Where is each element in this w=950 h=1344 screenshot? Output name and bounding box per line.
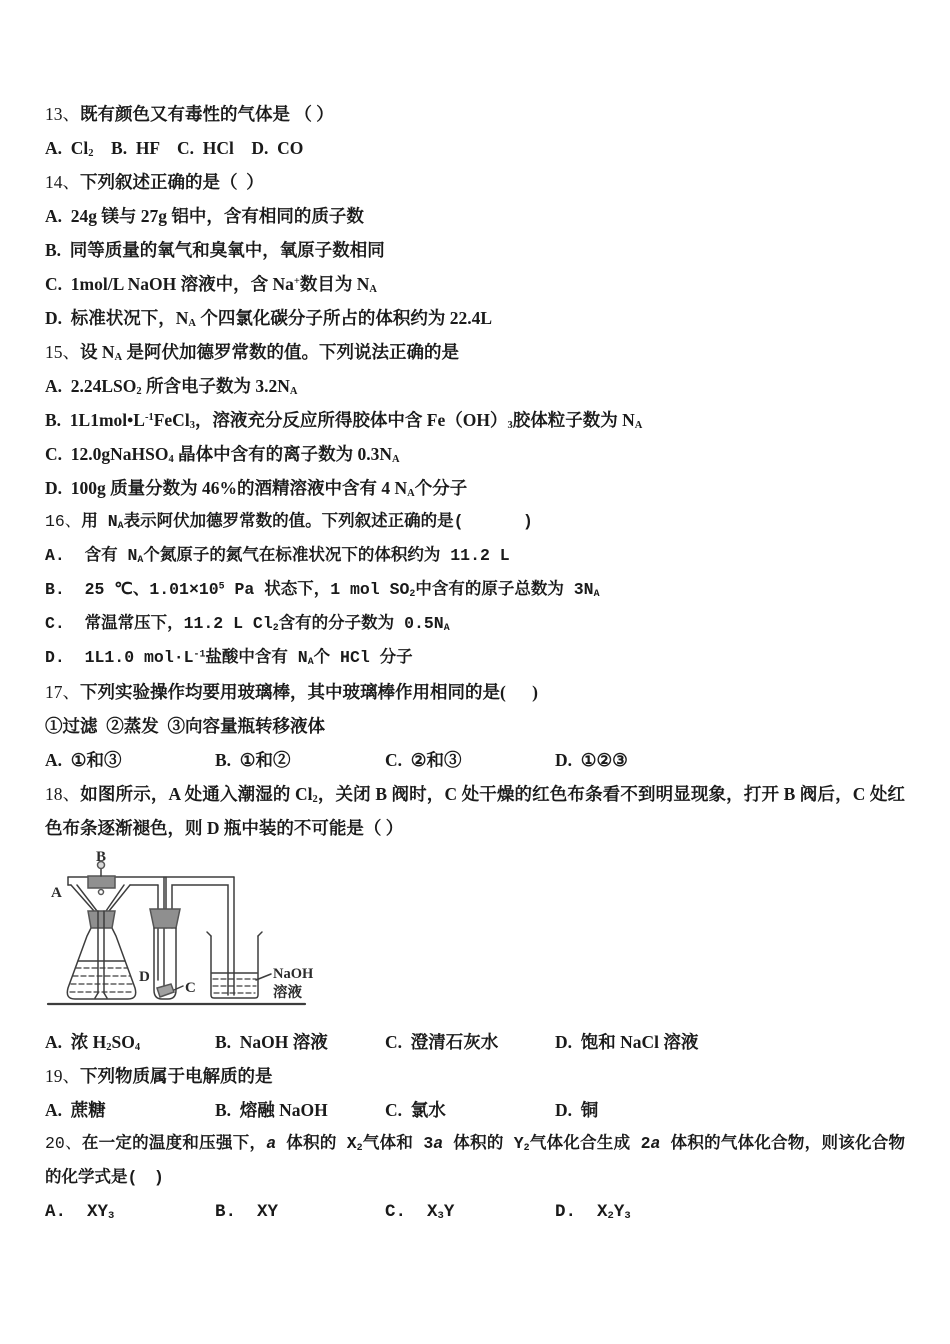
q19-option-a: A. 蔗糖 — [45, 1100, 106, 1120]
flask-liquid — [70, 968, 133, 992]
diagram-label-c: C — [185, 980, 196, 996]
q15-option-a: A. $2.24LSO_2$ 所含电子数为 $3.2N_A$ — [45, 376, 298, 397]
q15-option-d: D. 100g 质量分数为 46%的酒精溶液中含有 4 $N_A$个分子 — [45, 478, 468, 499]
q19-options-row — [45, 1093, 905, 1127]
q14-option-c: C. 1mol/L NaOH 溶液中，含 Na+数目为 $N_A$ — [45, 274, 377, 295]
q15-stem: 15、设 $N_A$ 是阿伏加德罗常数的值。下列说法正确的是 — [45, 342, 459, 363]
flask-stopper — [88, 911, 115, 928]
q14-option-a: A. 24g 镁与 27g 铝中，含有相同的质子数 — [45, 206, 364, 226]
flask-outline — [67, 928, 135, 999]
q18-option-c: C. 澄清石灰水 — [385, 1032, 499, 1052]
diagram-label-b: B — [96, 849, 107, 865]
q17-option-d: D. ①②③ — [555, 750, 628, 770]
testtube-stopper — [150, 909, 180, 928]
q18-options-row — [45, 1025, 905, 1059]
q16-stem: 16、用 $N_A$表示阿伏加德罗常数的值。下列叙述正确的是( ) — [45, 512, 533, 531]
q16-option-c: C. 常温常压下，11.2 L $Cl_2$含有的分子数为 $0.5N_A$ — [45, 614, 450, 633]
q13-stem: 13、既有颜色又有毒性的气体是 （ ） — [45, 104, 334, 124]
q18-option-a: A. 浓 $H_2SO_4$ — [45, 1032, 141, 1053]
q20-option-c: C. $X_3Y$ — [385, 1202, 455, 1222]
q20-option-b: B. XY — [215, 1202, 279, 1222]
q17-option-c: C. ②和③ — [385, 750, 462, 770]
q17-option-a: A. ①和③ — [45, 750, 122, 770]
q17-options-row — [45, 743, 905, 777]
q19-option-b: B. 熔融 NaOH — [215, 1100, 328, 1120]
q20-option-d: D. $X_2Y_3$ — [555, 1202, 631, 1222]
q17-stem: 17、下列实验操作均要用玻璃棒，其中玻璃棒作用相同的是( ) — [45, 682, 538, 702]
q15-option-c: C. 12.0gNaHSO$_4$ 晶体中含有的离子数为 $0.3N_A$ — [45, 444, 400, 465]
q14-option-b: B. 同等质量的氧气和臭氧中，氧原子数相同 — [45, 240, 385, 260]
q20-stem: 20、在一定的温度和压强下，a 体积的 $X_2$气体和 3a 体积的 $Y_2$气体化合生成 2a 体积的气体化合物，则该化合物的化学式是( ) — [45, 1134, 905, 1187]
q19-option-c: C. 氯水 — [385, 1100, 446, 1120]
q20-options-row — [45, 1195, 905, 1229]
q15-option-b: B. $1L1mol•L^{-1}FeCl_3$，溶液充分反应所得胶体中含 $Fe(OH)_3$胶体粒子数为 $N_A$ — [45, 410, 643, 431]
q14-option-d: D. 标准状况下，$N_A$ 个四氯化碳分子所占的体积约为 22.4L — [45, 308, 493, 329]
q19-stem: 19、下列物质属于电解质的是 — [45, 1066, 273, 1086]
q20-option-a: A. $XY_3$ — [45, 1202, 115, 1222]
q17-option-b: B. ①和② — [215, 750, 291, 770]
cloth-strip — [157, 984, 174, 997]
q18-apparatus-diagram — [43, 849, 383, 1011]
diagram-label-rongye: 溶液 — [273, 985, 302, 1001]
q18-stem: 18、如图所示，A 处通入潮湿的 $Cl_2$，关闭 B 阀时，C 处干燥的红色布条看不到明显现象，打开 B 阀后，C 处红色布条逐渐褪色，则 D 瓶中装的不可能是（ ） — [45, 784, 906, 838]
q16-option-d: D. 1L1.0 $mol\cdot L^{-1}$盐酸中含有 $N_A$个 HCl 分子 — [45, 648, 413, 667]
diagram-label-d: D — [139, 969, 150, 985]
q18-option-b: B. NaOH 溶液 — [215, 1032, 328, 1052]
q13-options-line: A. $Cl_2$ B. HF C. HCl D. CO — [45, 138, 304, 159]
q19-option-d: D. 铜 — [555, 1100, 599, 1120]
valve-b — [88, 876, 115, 888]
q16-option-b: B. 25 ℃、$1.01\times 10^5$ Pa 状态下，1 mol $SO_2$中含有的原子总数为 $3N_A$ — [45, 580, 600, 599]
diagram-label-naoh: NaOH — [273, 966, 314, 982]
q14-stem: 14、下列叙述正确的是（ ） — [45, 172, 264, 192]
diagram-label-a: A — [51, 885, 62, 901]
q16-option-a: A. 含有 $N_A$个氮原子的氮气在标准状况下的体积约为 11.2 L — [45, 546, 510, 565]
q18-option-d: D. 饱和 NaCl 溶液 — [555, 1032, 699, 1052]
q17-circled-line: ①过滤 ②蒸发 ③向容量瓶转移液体 — [45, 716, 325, 736]
